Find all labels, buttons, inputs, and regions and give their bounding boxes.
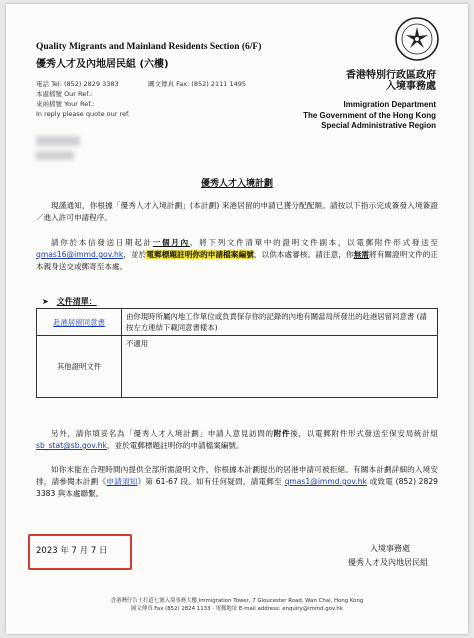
email-link-sb-stat[interactable]: sb_stat@sb.gov.hk bbox=[36, 441, 107, 450]
guide-link[interactable]: 申請須知 bbox=[106, 477, 138, 486]
footer-contact: 圖文傳真 Fax (852) 2824 1133 · 電郵地址 E-mail address: enquiry@immd.gov.hk bbox=[131, 606, 343, 612]
email-link-qmas16[interactable]: qmas16@immd.gov.hk bbox=[36, 250, 124, 259]
footer-address: 香港灣仔告士打道七號入境事務大樓 Immigration Tower, 7 Gloucester Road, Wan Chai, Hong Kong bbox=[110, 598, 364, 604]
table-row bbox=[37, 336, 438, 398]
document-list-title: ➤ 文件清單： bbox=[42, 297, 97, 306]
hksar-emblem-icon bbox=[394, 16, 440, 62]
fax-line: 圖文傳真 Fax: (852) 2111 1495 bbox=[148, 80, 246, 88]
tel-line: 電話 Tel: (852) 2829 3383 bbox=[36, 80, 119, 88]
checkmark-icon: ➤ bbox=[42, 297, 49, 306]
table-cell-doc-name: 其他證明文件 bbox=[37, 336, 122, 398]
redacted-recipient bbox=[36, 151, 74, 160]
paragraph-enquiries: 如你未能在合理時間內提供全部所需證明文件，你根據本計劃提出的居港申請可被拒絕。有關本計劃詳細的入境安排，請參閱本計劃《申請須知》第 61-67 段。如有任何疑問，請電郵至 qmas1@immd.gov.hk 或致電 (852) 2829 3383 與本處聯繫。 bbox=[36, 465, 438, 498]
letter-page bbox=[6, 4, 468, 634]
letter-date: 2023 年 7 月 7 日 bbox=[36, 546, 108, 556]
contact-block bbox=[36, 79, 246, 119]
section-name-zh: 優秀人才及內地居民組 (六樓) bbox=[36, 59, 169, 70]
consent-form-link[interactable]: 赴港居留同意書 bbox=[53, 317, 105, 327]
table-cell-doc-desc: 由你現時所屬內地工作單位或負責保存你的記錄的內地有關當局所發出的赴港居留同意書 (請按左方連結下載同意書樣本) bbox=[122, 309, 438, 336]
table-cell-doc-desc: 不適用 bbox=[122, 336, 438, 398]
paragraph-submit-documents: 請你於本信發送日期起計一個月內，將下列文件清單中的證明文件副本，以電郵附件形式發送至 qmas16@immd.gov.hk，並於電郵標題註明你的申請檔案編號，以供本處審核。請注意，你無需將有關證明文件的正本親身送交或郵寄至本處。 bbox=[36, 238, 439, 271]
highlight-file-number: 電郵標題註明你的申請檔案編號 bbox=[146, 250, 254, 259]
page-footer bbox=[6, 597, 468, 613]
your-ref-line: 來函檔號 Your Ref.: bbox=[36, 100, 95, 108]
paragraph-quota-allotted: 現謹通知，你根據「優秀人才入境計劃」(本計劃) 來港居留的申請已獲分配配額。請按以下指示完成簽發入境簽證／進入許可申請程序。 bbox=[36, 201, 438, 222]
letter-title: 優秀人才入境計劃 bbox=[200, 179, 273, 189]
reply-note: In reply please quote our ref. bbox=[36, 110, 130, 118]
redacted-recipient bbox=[36, 136, 80, 146]
our-ref-line: 本處檔號 Our Ref.: bbox=[36, 90, 93, 98]
email-link-qmas1[interactable]: qmas1@immd.gov.hk bbox=[284, 477, 367, 486]
document-list-table bbox=[36, 308, 438, 398]
signature-block: 入境事務處 優秀人才及內地居民組 bbox=[348, 544, 428, 567]
table-cell-doc-name bbox=[37, 309, 122, 336]
department-name-en: Immigration Department The Government of the Hong Kong Special Administrative Region bbox=[303, 100, 436, 130]
department-name-zh: 香港特別行政區政府 入境事務處 bbox=[346, 70, 436, 92]
table-row bbox=[37, 309, 438, 336]
section-name-en: Quality Migrants and Mainland Residents Section (6/F) bbox=[36, 42, 262, 52]
paragraph-survey: 另外，請你填妥名為「優秀人才入境計劃」申請人意見訪問的附件後，以電郵附件形式發送至保安局統計組 sb_stat@sb.gov.hk，並於電郵標題註明你的申請檔案編號。 bbox=[36, 429, 439, 450]
